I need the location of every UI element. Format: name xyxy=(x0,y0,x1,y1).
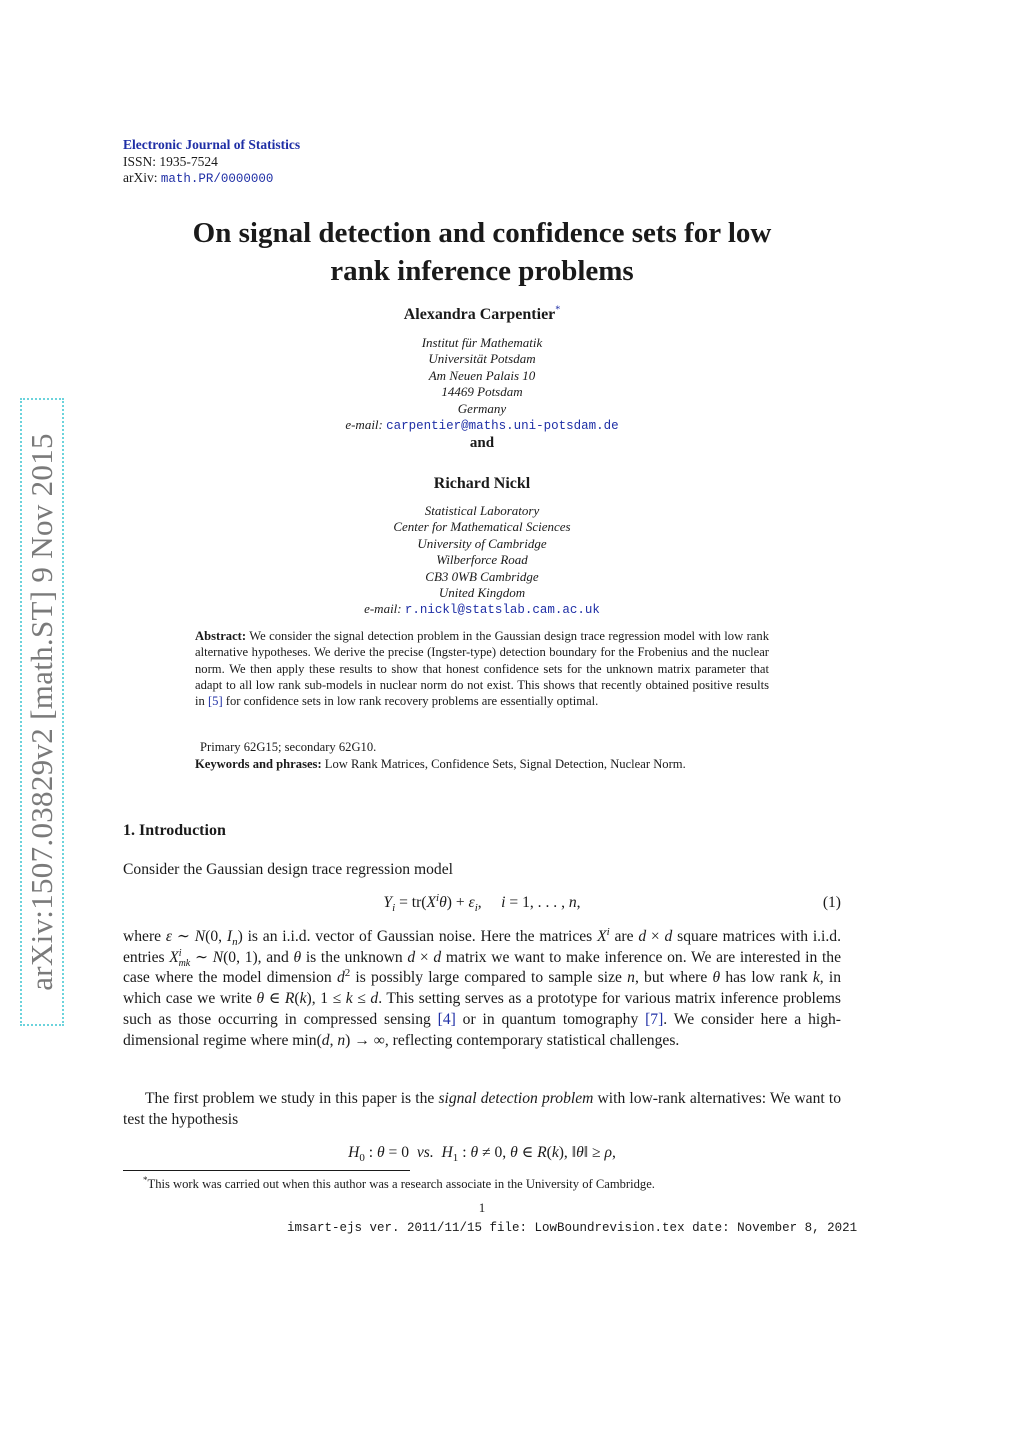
author-2-name: Richard Nickl xyxy=(433,475,531,492)
section-heading: 1. Introduction xyxy=(123,822,226,839)
author-1-footnote-mark[interactable]: * xyxy=(555,304,561,316)
arxiv-stamp-text: arXiv:1507.03829v2 [math.ST] 9 Nov 2015 xyxy=(24,433,59,991)
page-footer: imsart-ejs ver. 2011/11/15 file: LowBoundrevision.tex date: November 8, 2021 xyxy=(287,1221,858,1235)
intro-paragraph-2: The first problem we study in this paper is the signal detection problem with low-rank alternatives: We want to test the hypothesis xyxy=(123,1090,841,1128)
equation-number: (1) xyxy=(822,894,841,911)
citation-link-7[interactable]: [7] xyxy=(645,1010,664,1028)
author-2-address: Statistical Laboratory Center for Mathematical Sciences University of Cambridge Wilberforce Road CB3 0WB Cambridge United Kingdom e-mail: r.nickl@statslab.cam.ac.uk xyxy=(364,503,600,618)
journal-name[interactable]: Electronic Journal of Statistics xyxy=(123,137,301,152)
and-separator: and xyxy=(469,435,495,451)
hypothesis-equation: $H_0$ : θ = 0 vs. $H_1$ : θ ≠ 0, θ ∈ R(k), ‖θ‖ ≥ ρ, xyxy=(348,1144,616,1165)
author-2-email-link[interactable]: r.nickl@statslab.cam.ac.uk xyxy=(404,603,600,618)
intro-sentence: Consider the Gaussian design trace regression model xyxy=(123,861,453,878)
keywords: Keywords and phrases: Low Rank Matrices, Confidence Sets, Signal Detection, Nuclear Norm. xyxy=(195,757,686,771)
footnote: *This work was carried out when this author was a research associate in the University of Cambridge. xyxy=(143,1174,655,1191)
page-number: 1 xyxy=(478,1200,486,1215)
issn: ISSN: 1935-7524 xyxy=(123,154,218,169)
footnote-rule xyxy=(123,1170,410,1171)
msc-classification: Primary 62G15; secondary 62G10. xyxy=(200,740,377,754)
author-1-name: Alexandra Carpentier* xyxy=(403,304,561,323)
intro-paragraph-1: where ε ∼ N(0, $I_n$) is an i.i.d. vector of Gaussian noise. Here the matrices $X^i$ are d × d square matrices with i.i.d. entries $X^i_{mk}$ ∼ N(0, 1), and θ is the unknown d × d matrix we want to make inference on. We are interested in the case where the model dimension $d^2$ is possibly large compared to sample size n, but where θ has low rank k, in which case we write θ ∈ R(k), 1 ≤ k ≤ d. This setting serves as a prototype for various matrix inference problems such as those occurring in compressed sensing [4] or in quantum tomography [7]. We consider here a high-dimensional regime where min(d, n) → ∞, reflecting contemporary statistical challenges. xyxy=(123,925,842,1049)
abstract: Abstract: We consider the signal detection problem in the Gaussian design trace regression model with low rank alternative hypotheses. We derive the precise (Ingster-type) detection boundary for the Frobenius and the nuclear norm. We then apply these results to show that honest confidence sets for the unknown matrix parameter that adapt to all low rank sub-models in nuclear norm do not exist. This shows that recently obtained positive results in [5] for confidence sets in low rank recovery problems are essentially optimal. xyxy=(195,629,769,709)
title-line-1: On signal detection and confidence sets for low xyxy=(192,217,772,249)
arxiv-side-stamp xyxy=(20,398,64,1026)
author-1-address: Institut für Mathematik Universität Potsdam Am Neuen Palais 10 14469 Potsdam Germany e-mail: carpentier@maths.uni-potsdam.de xyxy=(345,335,619,434)
paper-title xyxy=(110,214,854,290)
equation-1: $Y_i = tr(X^i\theta) + \varepsilon_i$, i = 1, . . . , n, (1) xyxy=(383,891,841,915)
arxiv-prefix: arXiv: xyxy=(123,170,161,185)
author-1-email-link[interactable]: carpentier@maths.uni-potsdam.de xyxy=(386,419,619,434)
arxiv-line xyxy=(123,170,273,186)
arxiv-id-link[interactable]: math.PR/0000000 xyxy=(160,172,274,186)
citation-link-4[interactable]: [4] xyxy=(437,1010,456,1028)
citation-link-5[interactable]: [5] xyxy=(207,694,223,709)
title-line-2: rank inference problems xyxy=(330,255,634,287)
